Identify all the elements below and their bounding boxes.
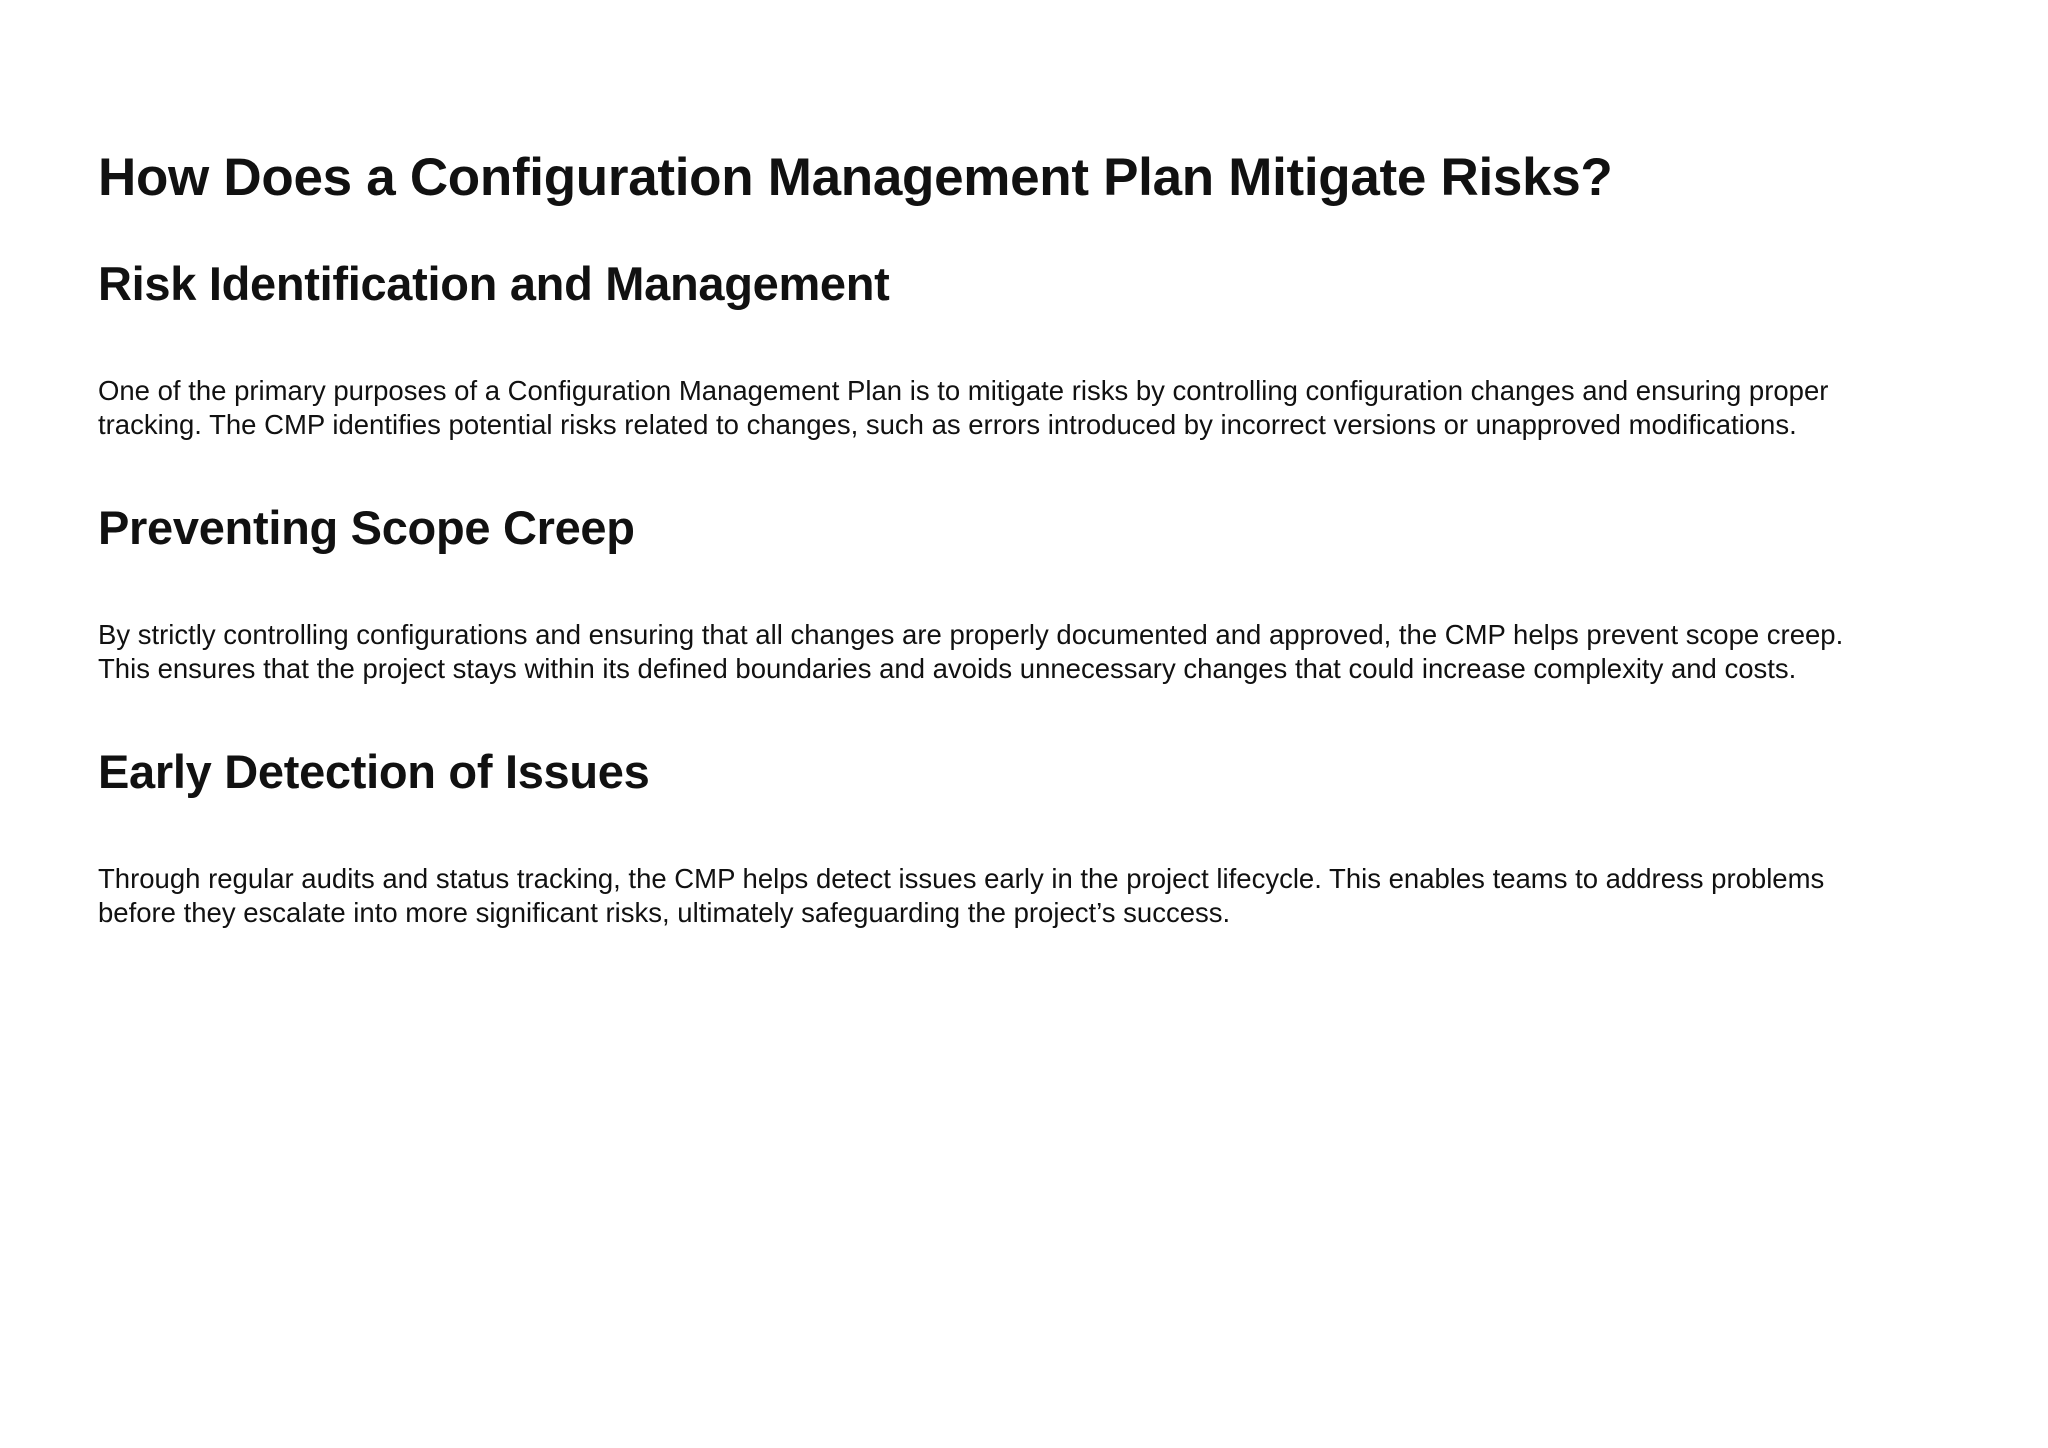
paragraph-line: Through regular audits and status tracking, the CMP helps detect issues early in the project lifecycle. This enables teams to address problems bbox=[98, 863, 1825, 894]
paragraph-line: tracking. The CMP identifies potential risks related to changes, such as errors introduced by incorrect versions or unapproved modifications. bbox=[98, 409, 1797, 440]
paragraph-line: One of the primary purposes of a Configuration Management Plan is to mitigate risks by controlling configuration changes and ensuring proper bbox=[98, 375, 1829, 406]
section-heading-early-detection: Early Detection of Issues bbox=[98, 745, 650, 798]
section-paragraph-early-detection bbox=[98, 862, 1978, 930]
section-paragraph-scope-creep bbox=[98, 618, 1978, 686]
section-paragraph-risk-identification bbox=[98, 374, 1978, 442]
paragraph-line: By strictly controlling configurations and ensuring that all changes are properly documented and approved, the CMP helps prevent scope creep. bbox=[98, 619, 1844, 650]
section-heading-risk-identification: Risk Identification and Management bbox=[98, 257, 890, 310]
paragraph-line: This ensures that the project stays within its defined boundaries and avoids unnecessary changes that could increase complexity and costs. bbox=[98, 653, 1797, 684]
paragraph-line: before they escalate into more significant risks, ultimately safeguarding the project’s success. bbox=[98, 897, 1231, 928]
section-heading-scope-creep: Preventing Scope Creep bbox=[98, 501, 635, 554]
page-title: How Does a Configuration Management Plan Mitigate Risks? bbox=[98, 148, 1613, 207]
